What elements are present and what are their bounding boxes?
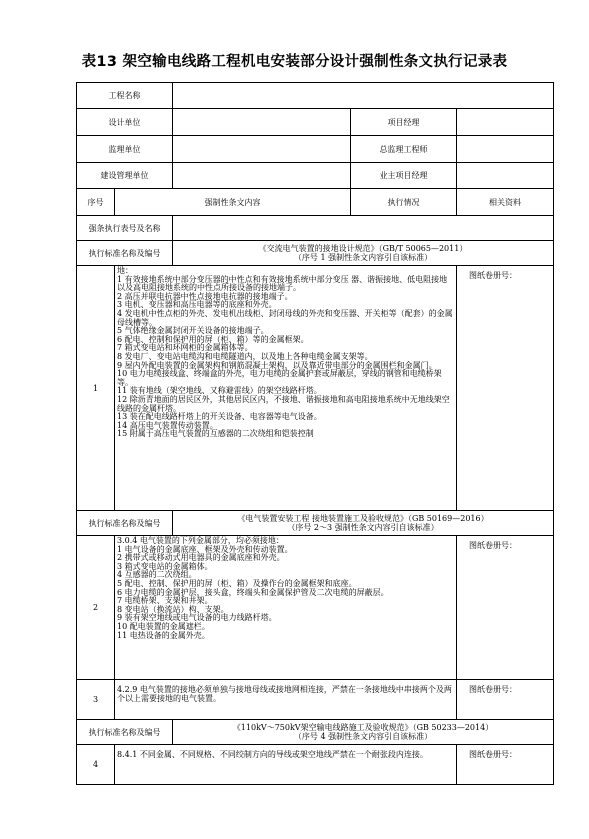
supervision-unit-value[interactable] — [173, 136, 351, 163]
supervision-unit-label: 监理单位 — [77, 136, 173, 163]
clause-3-text — [115, 680, 457, 720]
clause-line: 7 电缆桥架、支架和井架。 — [117, 596, 213, 606]
project-manager-label: 项目经理 — [351, 109, 457, 136]
column-header-row — [77, 189, 554, 216]
clause-row-2 — [77, 536, 554, 680]
clause-line: 12 除沥青地面的居民区外，其他居民区内，不接地、谐振接地和高电阻接地系统中无地线架空线路的金属杆塔。 — [117, 394, 450, 413]
standard-3 — [173, 720, 554, 745]
clause-line: 8 变电站（换流站）构、支架。 — [117, 604, 229, 614]
clause-table-value[interactable] — [173, 216, 554, 241]
clause-1-text — [115, 266, 457, 511]
standard-label: 执行标准名称及编号 — [77, 241, 173, 266]
clause-row-3 — [77, 680, 554, 720]
clause-line: 3 箱式变电站的金属箱体。 — [117, 561, 213, 571]
clause-line: 4.2.9 电气装置的接地必须单独与接地母线或接地网相连接，严禁在一条接地线中串接两个及两个以上需要接地的电气装置。 — [117, 685, 452, 703]
record-table — [76, 82, 554, 785]
clause-4-text — [115, 745, 457, 785]
clause-line: 11 装有地线（架空地线、又称避雷线）的架空线路杆塔。 — [117, 386, 322, 396]
row-project-name — [77, 83, 554, 109]
clause-line: 6 配电、控制和保护用的屏（柜、箱）等的金属框架。 — [117, 334, 309, 344]
drawing-no-4[interactable]: 图纸卷册号： — [457, 745, 554, 785]
col-materials: 相关资料 — [457, 189, 554, 216]
drawing-no-2[interactable]: 图纸卷册号： — [457, 536, 554, 680]
row-construction-mgmt — [77, 163, 554, 189]
col-status: 执行情况 — [351, 189, 457, 216]
seq-2: 2 — [77, 536, 115, 680]
clause-line: 8.4.1 不同金属、不同规格、不同绞制方向的导线或架空地线严禁在一个耐张段内连接。 — [117, 750, 428, 759]
standard-2-note: （序号 2～3 强制性条文内容引自该标准） — [287, 523, 439, 532]
seq-4: 4 — [77, 745, 115, 785]
drawing-no-1[interactable]: 图纸卷册号： — [457, 266, 554, 511]
seq-3: 3 — [77, 680, 115, 720]
clause-line: 2 高压并联电抗器中性点接地电抗器的接地端子。 — [117, 291, 293, 301]
standard-2-name: 《电气装置安装工程 接地装置施工及验收规范》（GB 50169—2016） — [237, 514, 489, 523]
clause-table-label: 强条执行表号及名称 — [77, 216, 173, 241]
design-unit-value[interactable] — [173, 109, 351, 136]
clause-line: 地： — [117, 266, 133, 275]
clause-line: 14 高压电气装置传动装置。 — [117, 420, 218, 430]
row-clause-table — [77, 216, 554, 241]
col-seq: 序号 — [77, 189, 115, 216]
clause-line: 5 气体绝缘金属封闭开关设备的接地端子。 — [117, 326, 269, 336]
clause-line: 7 箱式变电站和环网柜的金属箱体等。 — [117, 343, 253, 353]
drawing-no-3[interactable]: 图纸卷册号： — [457, 680, 554, 720]
clause-line: 6 电力电缆的金属护层，接头盒，终端头和金属保护管及二次电缆的屏蔽层。 — [117, 587, 389, 597]
row-supervision-unit — [77, 136, 554, 163]
clause-row-4 — [77, 745, 554, 785]
clause-line: 9 屋内外配电装置的金属架构和钢筋混凝土架构，以及靠近带电部分的金属围栏和金属门。 — [117, 360, 437, 370]
clause-line: 3.0.4 电气装置的下列金属部分，均必须接地： — [117, 536, 284, 545]
standard-label: 执行标准名称及编号 — [77, 511, 173, 536]
clause-line: 10 配电装置的金属遮栏。 — [117, 621, 210, 631]
clause-line: 10 电力电缆接线盒、终端盒的外壳，电力电缆的金属护套或屏蔽层，穿线的钢管和电缆桥架等。 — [117, 369, 442, 387]
clause-line: 4 互感器的二次绕组。 — [117, 570, 197, 580]
construction-mgmt-label: 建设管理单位 — [77, 163, 173, 189]
clause-line: 5 配电、控制、保护用的屏（柜、箱）及操作台的金属框架和底座。 — [117, 578, 357, 588]
clause-line: 13 装在配电线路杆塔上的开关设备、电容器等电气设备。 — [117, 412, 322, 422]
standard-1-name: 《交流电气装置的接地设计规范》（GB/T 50065—2011） — [258, 244, 468, 253]
clause-line: 1 电气设备的金属底座、框架及外壳和传动装置。 — [117, 544, 293, 554]
standard-3-name: 《110kV～750kV架空输电线路施工及验收规范》（GB 50233—2014） — [232, 723, 494, 732]
col-content: 强制性条文内容 — [115, 189, 351, 216]
owner-pm-label: 业主项目经理 — [351, 163, 457, 189]
row-standard-1 — [77, 241, 554, 266]
chief-supervisor-label: 总监理工程师 — [351, 136, 457, 163]
row-design-unit — [77, 109, 554, 136]
clause-line: 8 发电厂、变电站电缆沟和电缆隧道内，以及地上各种电缆金属支架等。 — [117, 351, 373, 361]
clause-line: 2 携带式或移动式用电器具的金属底座和外壳。 — [117, 553, 285, 563]
clause-line: 9 装有架空地线或电气设备的电力线路杆塔。 — [117, 613, 277, 623]
standard-label: 执行标准名称及编号 — [77, 720, 173, 745]
row-standard-2 — [77, 511, 554, 536]
design-unit-label: 设计单位 — [77, 109, 173, 136]
standard-1-note: （序号 1 强制性条文内容引自该标准） — [293, 253, 433, 262]
clause-line: 3 电机、变压器和高压电器等的底座和外壳。 — [117, 300, 277, 310]
page-title: 表13 架空输电线路工程机电安装部分设计强制性条文执行记录表 — [81, 54, 508, 70]
standard-1 — [173, 241, 554, 266]
standard-3-note: （序号 4 强制性条文内容引自该标准） — [293, 732, 433, 741]
clause-line: 11 电热设备的金属外壳。 — [117, 630, 210, 640]
clause-2-text — [115, 536, 457, 680]
clause-line: 1 有效接地系统中部分变压器的中性点和有效接地系统中部分变压 器、谐振接地、低电阻接地以及高电阻接地系统的中性点所接设备的接地端子。 — [117, 274, 448, 293]
owner-pm-value[interactable] — [457, 163, 554, 189]
construction-mgmt-value[interactable] — [173, 163, 351, 189]
seq-1: 1 — [77, 266, 115, 511]
project-name-label: 工程名称 — [77, 83, 173, 109]
project-name-value[interactable] — [173, 83, 554, 109]
chief-supervisor-value[interactable] — [457, 136, 554, 163]
clause-line: 15 附属于高压电气装置的互感器的二次绕组和铠装控制 — [117, 429, 314, 439]
clause-row-1 — [77, 266, 554, 511]
project-manager-value[interactable] — [457, 109, 554, 136]
clause-line: 4 发电机中性点柜的外壳、发电机出线柜、封闭母线的外壳和变压器、开关柜等（配套）的金属母线槽等。 — [117, 308, 453, 327]
standard-2 — [173, 511, 554, 536]
row-standard-3 — [77, 720, 554, 745]
